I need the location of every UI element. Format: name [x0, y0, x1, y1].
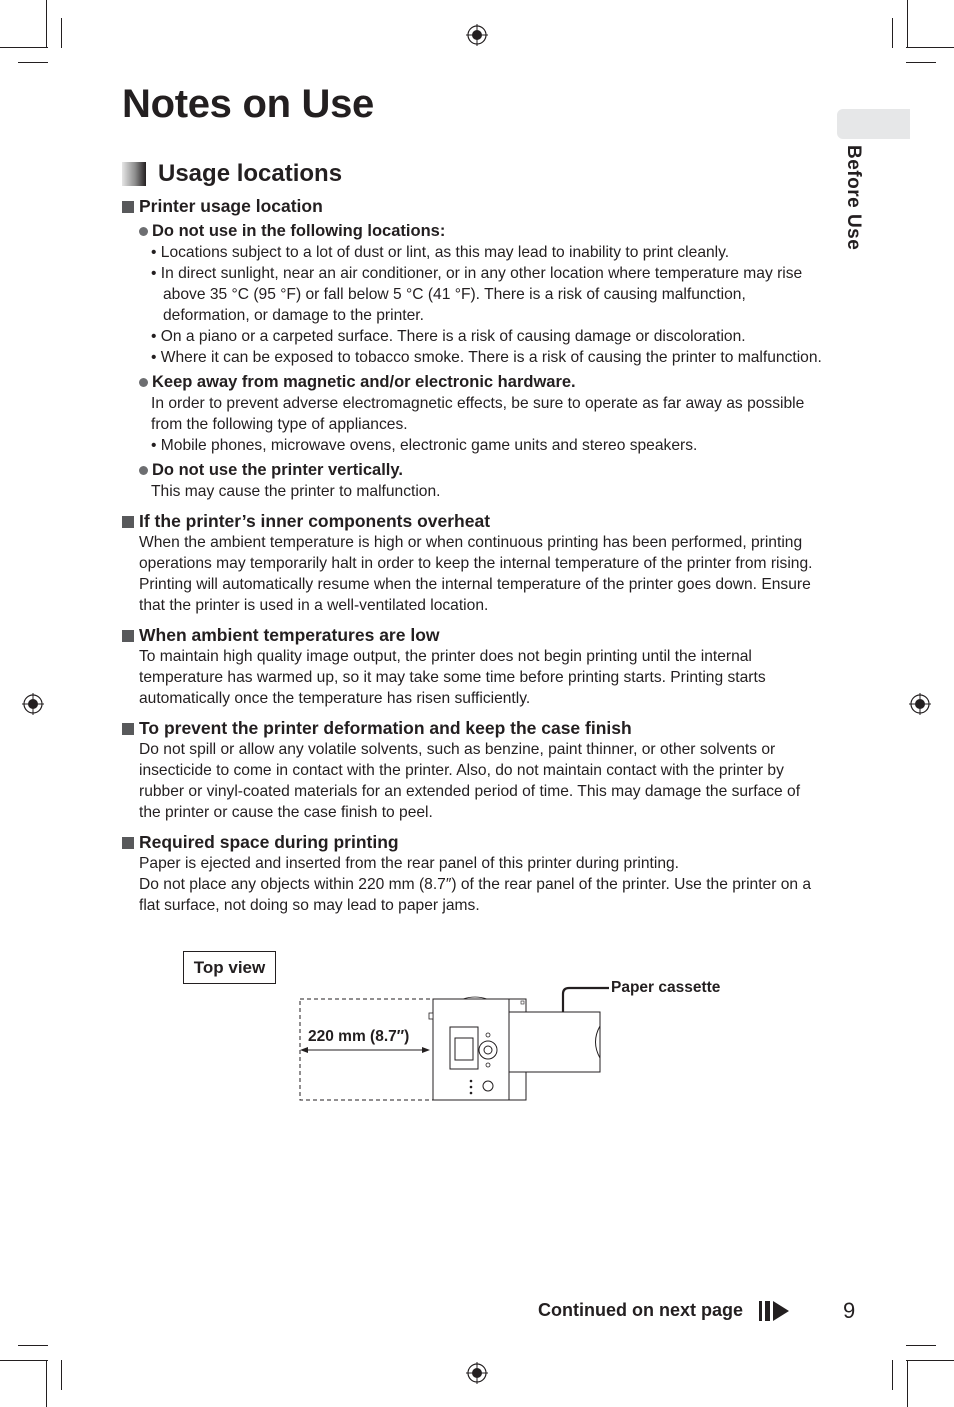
heading-low-temp	[122, 625, 822, 646]
side-tab	[837, 109, 910, 139]
round-bullet-icon	[139, 227, 148, 236]
subheading-do-not-use	[139, 221, 822, 242]
paragraph: Do not spill or allow any volatile solvents, such as benzine, paint thinner, or other solvents or insecticide to come in contact with the printer. Also, do not maintain contact with the printer by rubber or vinyl-coated materials for an extended period of time. This may damage the surface of the printer or cause the case finish to peel.	[139, 741, 801, 821]
section-marker-icon	[122, 162, 146, 186]
page-title: Notes on Use	[122, 82, 375, 126]
round-bullet-icon	[139, 466, 148, 475]
paragraph: To maintain high quality image output, the printer does not begin printing until the internal temperature has warmed up, so it may take some time before printing starts. Printing starts automatically once the temperature has risen sufficiently.	[139, 648, 766, 707]
paragraph: In order to prevent adverse electromagnetic effects, be sure to operate as far away as possible from the following type of appliances.	[151, 395, 805, 433]
heading-text: If the printer’s inner components overheat	[139, 511, 491, 531]
paragraph: Do not place any objects within 220 mm (8.7″) of the rear panel of the printer. Use the printer on a flat surface, not doing so may lead to paper jams.	[139, 876, 812, 914]
list-item: • In direct sunlight, near an air conditioner, or in any other location where temperature may rise above 35 °C (95 °F) or fall below 5 °C (41 °F). There is a risk of causing malfunction, deformation, or damage to the printer.	[151, 265, 803, 324]
paragraph: Paper is ejected and inserted from the rear panel of this printer during printing.	[139, 855, 680, 872]
heading-text: Printer usage location	[139, 196, 323, 216]
list-item: • Where it can be exposed to tobacco smoke. There is a risk of causing the printer to malfunction.	[151, 349, 822, 366]
subheading-vertical	[139, 460, 822, 481]
heading-printer-usage-location	[122, 196, 822, 217]
section-header	[122, 160, 342, 188]
square-bullet-icon	[122, 201, 134, 213]
round-bullet-icon	[139, 378, 148, 387]
subheading-text: Do not use in the following locations:	[152, 222, 446, 240]
registration-mark-icon	[22, 693, 44, 715]
list-item: • Locations subject to a lot of dust or lint, as this may lead to inability to print cleanly.	[151, 244, 730, 261]
side-tab-label: Before Use	[843, 145, 864, 251]
list-item: • On a piano or a carpeted surface. There is a risk of causing damage or discoloration.	[151, 328, 746, 345]
heading-text: To prevent the printer deformation and keep the case finish	[139, 718, 632, 738]
registration-mark-icon	[909, 693, 931, 715]
square-bullet-icon	[122, 630, 134, 642]
subheading-text: Do not use the printer vertically.	[152, 461, 403, 479]
heading-required-space	[122, 832, 822, 853]
heading-text: When ambient temperatures are low	[139, 625, 440, 645]
heading-text: Required space during printing	[139, 832, 399, 852]
square-bullet-icon	[122, 723, 134, 735]
heading-overheat	[122, 511, 822, 532]
content	[122, 196, 822, 916]
section-title: Usage locations	[158, 160, 343, 187]
page-number: 9	[843, 1298, 856, 1323]
square-bullet-icon	[122, 516, 134, 528]
dimension-label: 220 mm (8.7″)	[308, 1028, 410, 1045]
paper-cassette-label: Paper cassette	[611, 979, 721, 996]
registration-mark-icon	[466, 24, 488, 46]
paragraph: When the ambient temperature is high or when continuous printing has been performed, printing operations may temporarily halt in order to keep the internal temperature of the printer from rising. Printing will automatically resume when the internal temperature of the printer goes down. Ensure that the printer is used in a well-ventilated location.	[139, 534, 813, 614]
list-item: • Mobile phones, microwave ovens, electronic game units and stereo speakers.	[151, 437, 698, 454]
heading-deformation	[122, 718, 822, 739]
continue-arrow-icon	[758, 1300, 790, 1322]
continued-on-next-page: Continued on next page	[538, 1300, 743, 1320]
top-view-label: Top view	[183, 951, 276, 984]
square-bullet-icon	[122, 837, 134, 849]
subheading-text: Keep away from magnetic and/or electronic hardware.	[152, 373, 576, 391]
subheading-magnetic	[139, 372, 822, 393]
paragraph: This may cause the printer to malfunction.	[151, 483, 441, 500]
registration-mark-icon	[466, 1362, 488, 1384]
